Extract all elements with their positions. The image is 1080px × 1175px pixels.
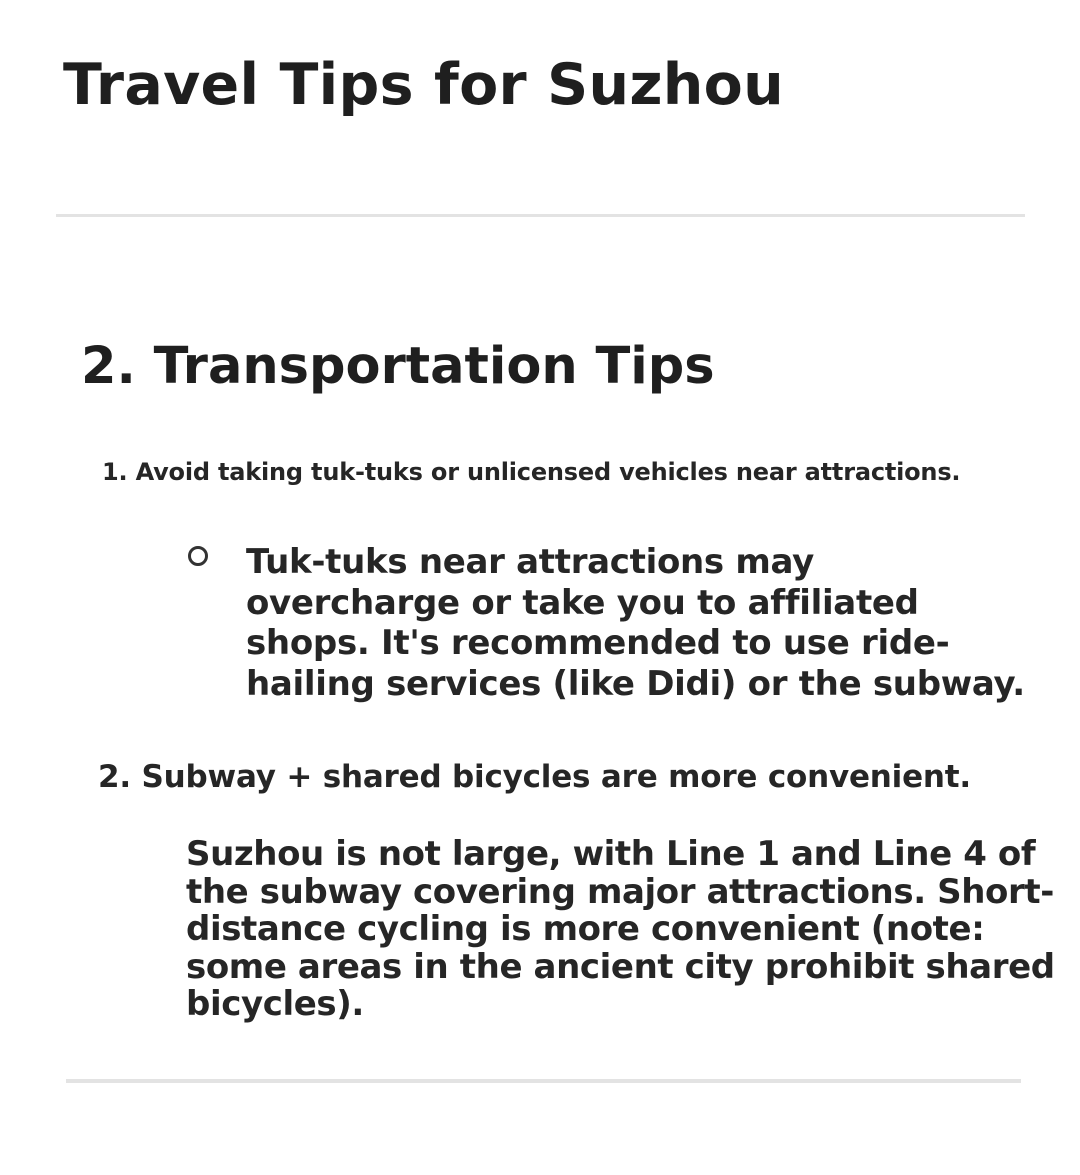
hollow-circle-bullet-icon [188,546,208,566]
page-title: Travel Tips for Suzhou [63,52,785,118]
bottom-divider [66,1079,1021,1083]
section-title: 2. Transportation Tips [81,337,715,396]
tip-2-detail: Suzhou is not large, with Line 1 and Line 4 of the subway covering major attractions. Short-distance cycling is more convenient (note: some areas in the ancient city prohibit shared bicycles). [186,834,1055,1024]
tip-2-heading: 2. Subway + shared bicycles are more convenient. [98,759,971,795]
tip-1-detail: Tuk-tuks near attractions may overcharge or take you to affiliated shops. It's recommended to use ride-hailing services (like Didi) or the subway. [246,542,1025,704]
tip-1-heading: 1. Avoid taking tuk-tuks or unlicensed vehicles near attractions. [102,458,961,486]
top-divider [56,214,1025,217]
